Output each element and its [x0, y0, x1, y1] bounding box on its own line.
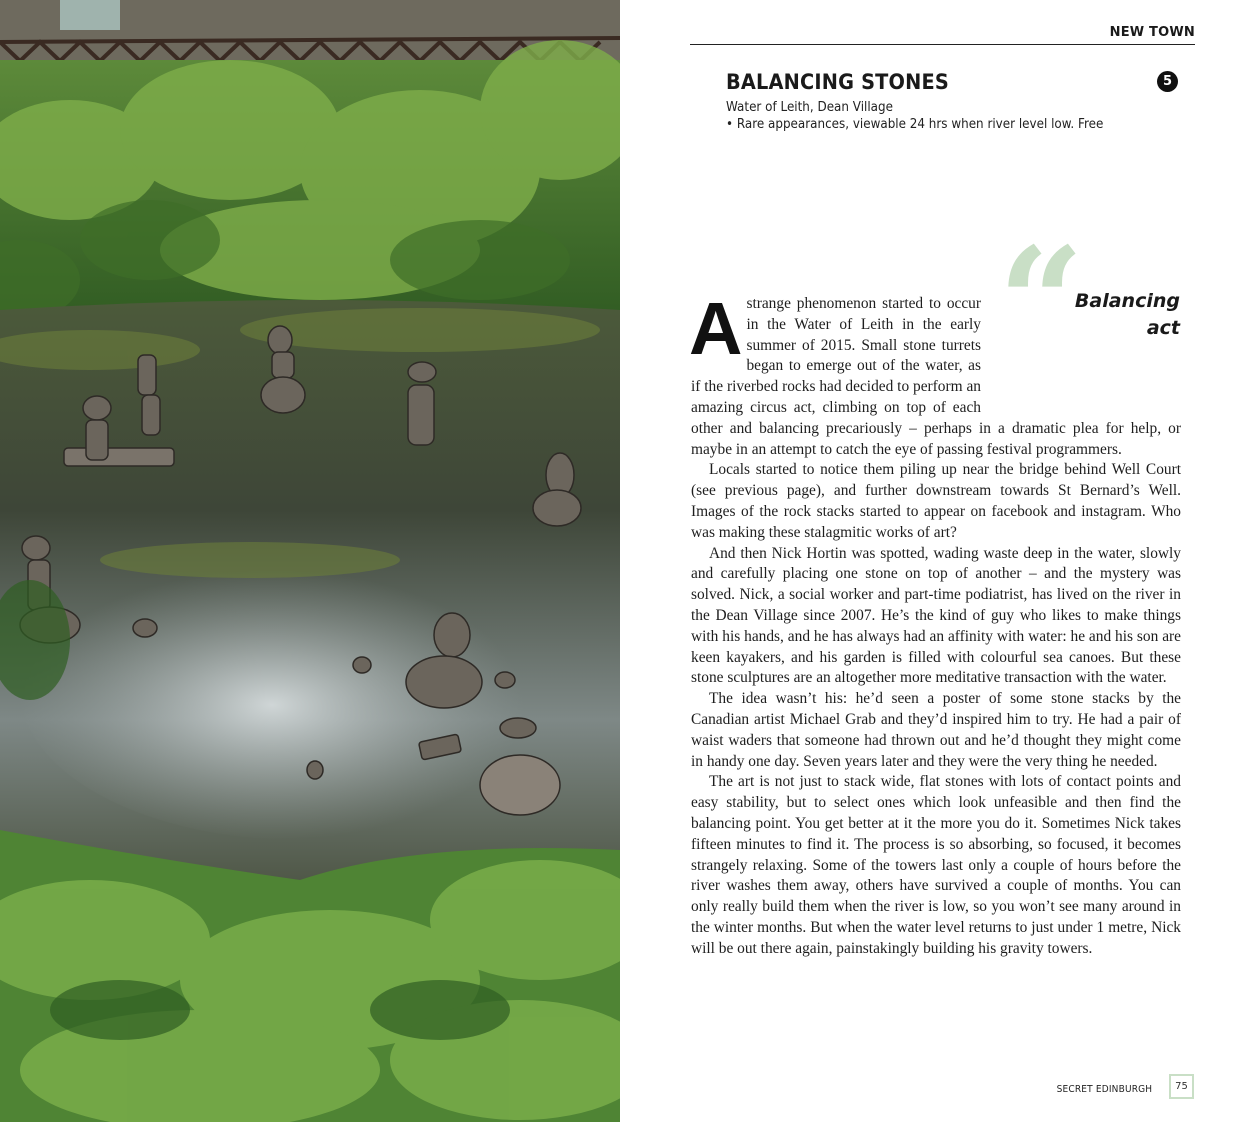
entry-info: • Rare appearances, viewable 24 hrs when river level low. Free	[726, 117, 1104, 132]
pull-quote-line-2: act	[1146, 317, 1180, 339]
quote-mark-icon: “	[998, 215, 1085, 391]
header-rule	[690, 44, 1195, 45]
paragraph-1-text: strange phenomenon started to occur in the Water of Leith in the early summer of 2015. Small stone turrets began to emerge out of the water, as if the riverbed rocks had decided to perform an amazing circus act, climbing on top of each other and balancing precariously – perhaps in a dramatic plea for help, or maybe in an attempt to catch the eye of passing festival programmers.	[691, 295, 1181, 458]
entry-location: Water of Leith, Dean Village	[726, 100, 893, 115]
paragraph-2: Locals started to notice them piling up near the bridge behind Well Court (see previous page), and further downstream towards St Bernard’s Well. Images of the rock stacks started to appear on facebook and instagram. Who was making these stalagmitic works of art?	[691, 461, 1181, 541]
paragraph-3: And then Nick Hortin was spotted, wading waste deep in the water, slowly and carefully placing one stone on top of another – and the mystery was solved. Nick, a social worker and part-time podiatrist, has lived on the river in the Dean Village since 2007. He’s the kind of guy who likes to make things with his hands, and he has always had an affinity with water: he and his son are keen kayakers, and his garden is filled with colourful sea canoes. But these stone sculptures are an altogether more meditative transaction with the water.	[691, 544, 1181, 687]
paragraph-5: The art is not just to stack wide, flat stones with lots of contact points and easy stability, but to select ones which look unfeasible and then find the balancing point. You get better at it the more you do it. Sometimes Nick takes fifteen minutes to find it. The process is so absorbing, so focused, it becomes strangely relaxing. Some of the towers last only a couple of hours before the river washes them away, others have survived a couple of months. You can only really build them when the river is low, so you won’t see many around in the winter months. But when the water level returns to just under 1 metre, Nick will be out there again, painstakingly building his gravity towers.	[691, 773, 1181, 957]
pull-quote-line-1: Balancing	[1074, 290, 1180, 312]
section-header: NEW TOWN	[1109, 25, 1195, 40]
drop-cap: A	[689, 287, 743, 370]
article-body	[689, 287, 1181, 960]
text-page	[620, 0, 1240, 1122]
entry-number-badge: 5	[1157, 71, 1178, 92]
page-number: 75	[1169, 1074, 1194, 1099]
footer-book-title: SECRET EDINBURGH	[1056, 1084, 1152, 1095]
pull-quote-gap	[981, 294, 1181, 398]
paragraph-4: The idea wasn’t his: he’d seen a poster of some stone stacks by the Canadian artist Michael Grab and they’d inspired him to try. He had a pair of waist waders that someone had thrown out and he’d thought they might come in handy one day. Seven years later and they were the very thing he needed.	[691, 690, 1181, 770]
entry-title: BALANCING STONES	[726, 70, 949, 94]
